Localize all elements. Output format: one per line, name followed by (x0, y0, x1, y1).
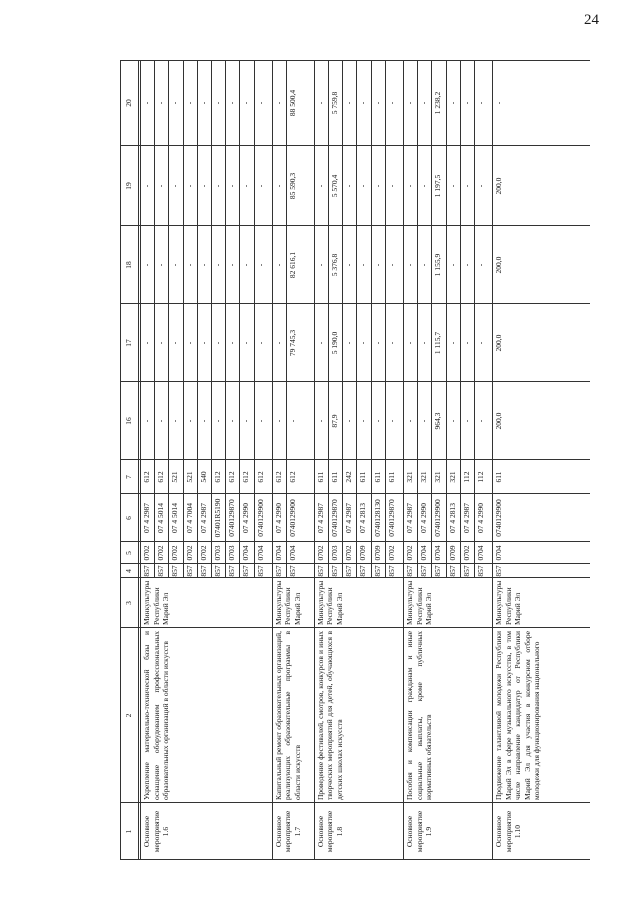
row-cell-c16: - (405, 419, 414, 423)
row-cell-c19: - (273, 184, 283, 188)
row-cell-c16: - (198, 419, 208, 423)
activity-description: Пособия и компенсации гражданам и иные социальные выплаты, кроме публичных нормативных обязательств (405, 631, 433, 800)
activity-description: Капитальный ремонт образовательных организаций, реализующих образовательные программы в области искусств (273, 631, 302, 800)
row-cell-csr: 0740129870 (330, 499, 339, 537)
row-cell-c17: - (386, 341, 396, 345)
row-cell-csr: 07 4 2813 (358, 503, 368, 533)
row-cell-vr: 612 (273, 471, 283, 483)
activity-executor: Минкультуры Республики Марий Эл (405, 580, 433, 625)
activity-description: Укрепление материально-технической базы и оснащение оборудованием профессиональных образовательных организаций в области искусств (142, 631, 170, 800)
row-cell-c16: 200,0 (494, 412, 504, 430)
row-cell-c20: - (156, 101, 166, 105)
row-separator (254, 60, 255, 578)
row-cell-c18: 200,0 (494, 256, 504, 274)
row-cell-c19: - (227, 184, 237, 188)
row-cell-csr: 07 4 2990 (241, 503, 251, 533)
row-cell-c19: - (405, 184, 414, 188)
row-cell-grbs: 857 (170, 565, 180, 577)
row-cell-c18: - (405, 263, 414, 267)
row-cell-grbs: 857 (213, 565, 222, 577)
header-cell: 5 (124, 551, 133, 555)
row-cell-vr: 611 (315, 471, 325, 483)
row-cell-c19: - (461, 184, 471, 188)
row-cell-grbs: 857 (241, 565, 251, 577)
row-cell-vr: 321 (419, 471, 429, 483)
column-divider (120, 627, 590, 628)
row-cell-grbs: 857 (288, 565, 297, 577)
page-number: 24 (584, 12, 599, 28)
row-cell-c20: - (405, 101, 414, 105)
row-cell-vr: 112 (461, 471, 471, 483)
row-cell-c20: - (494, 101, 504, 105)
row-separator (474, 60, 475, 578)
row-cell-c19: - (213, 184, 222, 188)
row-cell-c17: - (184, 341, 194, 345)
row-cell-c18: - (255, 263, 265, 267)
header-cell: 16 (124, 417, 133, 425)
row-cell-rz: 0704 (273, 545, 283, 561)
row-cell-rz: 0704 (255, 545, 265, 561)
row-cell-c20: - (273, 101, 283, 105)
row-cell-csr: 0740129900 (494, 499, 504, 537)
row-cell-c16: - (184, 419, 194, 423)
row-cell-c17: - (156, 341, 166, 345)
row-cell-c19: - (419, 184, 429, 188)
row-cell-grbs: 857 (476, 565, 485, 577)
row-cell-c17: - (358, 341, 368, 345)
row-cell-c18: - (170, 263, 180, 267)
row-cell-c16: - (170, 419, 180, 423)
header-cell: 20 (124, 99, 133, 107)
row-cell-c17: - (344, 341, 354, 345)
activity-executor: Минкультуры Республики Марий Эл (315, 580, 344, 625)
row-cell-grbs: 857 (372, 565, 382, 577)
row-cell-rz: 0702 (184, 545, 194, 561)
row-cell-c18: - (142, 263, 151, 267)
row-cell-vr: 521 (170, 471, 180, 483)
row-cell-c20: - (372, 101, 382, 105)
row-cell-c19: - (344, 184, 354, 188)
row-cell-vr: 321 (447, 471, 457, 483)
row-cell-csr: 07 4 2990 (476, 503, 485, 533)
row-cell-rz: 0709 (358, 545, 368, 561)
row-cell-c20: 88 500,4 (288, 89, 297, 117)
row-cell-c20: - (344, 101, 354, 105)
rotated-table-area (120, 60, 590, 860)
row-cell-c17: - (255, 341, 265, 345)
row-cell-c16: - (372, 419, 382, 423)
row-cell-c18: - (461, 263, 471, 267)
row-cell-c19: 85 590,3 (288, 172, 297, 200)
row-cell-c16: - (241, 419, 251, 423)
row-cell-c17: - (476, 341, 485, 345)
group-separator (314, 60, 315, 860)
row-cell-csr: 07 4 2990 (273, 503, 283, 533)
row-cell-c18: - (447, 263, 457, 267)
row-cell-grbs: 857 (419, 565, 429, 577)
row-cell-c19: 200,0 (494, 177, 504, 195)
row-cell-c18: - (227, 263, 237, 267)
row-cell-c20: - (476, 101, 485, 105)
row-cell-c17: - (241, 341, 251, 345)
row-cell-csr: 0740129870 (386, 499, 396, 537)
row-cell-csr: 0740128130 (372, 499, 382, 537)
activity-description: Продвижение талантливой молодежи Республики Марий Эл в сфере музыкального искусства, в том числе направление кандидатур от Республики Марий Эл для участия в конкурсном отборе молодежи для функционирования национального (494, 631, 542, 800)
row-cell-rz: 0702 (170, 545, 180, 561)
activity-executor: Минкультуры Республики Марий Эл (273, 580, 302, 625)
row-cell-c20: - (315, 101, 325, 105)
row-cell-c20: - (358, 101, 368, 105)
row-cell-vr: 321 (433, 471, 443, 483)
row-cell-c20: - (213, 101, 222, 105)
row-cell-c20: - (241, 101, 251, 105)
row-cell-c16: - (386, 419, 396, 423)
row-cell-c19: - (476, 184, 485, 188)
row-separator (183, 60, 184, 578)
row-cell-c16: - (156, 419, 166, 423)
row-cell-vr: 611 (494, 471, 504, 483)
row-cell-c20: 1 238,2 (433, 91, 443, 115)
group-separator (492, 60, 493, 860)
row-cell-c16: 87,9 (330, 414, 339, 428)
row-cell-c20: - (198, 101, 208, 105)
row-separator (197, 60, 198, 578)
row-cell-grbs: 857 (255, 565, 265, 577)
row-cell-grbs: 857 (358, 565, 368, 577)
row-cell-c19: - (170, 184, 180, 188)
header-cell: 2 (124, 713, 133, 718)
row-cell-c19: 5 570,4 (330, 174, 339, 198)
header-cell: 1 (124, 829, 133, 834)
column-divider (120, 859, 590, 860)
row-cell-grbs: 857 (315, 565, 325, 577)
row-cell-c18: - (372, 263, 382, 267)
row-cell-vr: 540 (198, 471, 208, 483)
row-cell-vr: 612 (142, 471, 151, 483)
column-divider (120, 802, 590, 803)
row-cell-csr: 0740129900 (255, 499, 265, 537)
row-cell-csr: 07 4 2987 (344, 503, 354, 533)
row-cell-c19: - (447, 184, 457, 188)
row-cell-csr: 07 4 5014 (170, 503, 180, 533)
row-cell-rz: 0703 (330, 545, 339, 561)
row-cell-c17: - (198, 341, 208, 345)
row-cell-rz: 0704 (476, 545, 485, 561)
row-cell-c17: 5 190,0 (330, 331, 339, 355)
row-cell-grbs: 857 (433, 565, 443, 577)
row-cell-rz: 0704 (241, 545, 251, 561)
activity-code: Основное мероприятие 1.7 (273, 810, 302, 853)
row-cell-c18: - (386, 263, 396, 267)
row-cell-c16: - (447, 419, 457, 423)
row-cell-grbs: 857 (494, 565, 504, 577)
row-cell-c19: - (184, 184, 194, 188)
row-cell-c18: - (273, 263, 283, 267)
row-separator (328, 60, 329, 578)
row-cell-c19: - (358, 184, 368, 188)
activity-code: Основное мероприятие 1.8 (315, 810, 344, 853)
row-cell-c20: - (227, 101, 237, 105)
row-cell-rz: 0703 (227, 545, 237, 561)
header-cell: 19 (124, 182, 133, 190)
row-cell-vr: 611 (386, 471, 396, 483)
row-cell-grbs: 857 (344, 565, 354, 577)
row-cell-rz: 0702 (405, 545, 414, 561)
row-cell-c18: - (358, 263, 368, 267)
row-separator (342, 60, 343, 578)
activity-executor: Минкультуры Республики Марий Эл (494, 580, 523, 625)
row-cell-c16: - (344, 419, 354, 423)
row-cell-c16: - (288, 419, 297, 423)
row-cell-csr: 07 4 2987 (142, 503, 151, 533)
row-cell-grbs: 857 (198, 565, 208, 577)
row-cell-c17: - (273, 341, 283, 345)
row-cell-c18: - (476, 263, 485, 267)
row-cell-c16: - (476, 419, 485, 423)
row-cell-c18: - (156, 263, 166, 267)
row-cell-grbs: 857 (184, 565, 194, 577)
row-cell-vr: 611 (372, 471, 382, 483)
row-separator (431, 60, 432, 578)
row-cell-c17: 79 745,3 (288, 329, 297, 357)
activity-code: Основное мероприятие 1.6 (142, 810, 170, 853)
row-cell-c18: 1 155,9 (433, 253, 443, 277)
row-cell-c19: - (142, 184, 151, 188)
group-separator (403, 60, 404, 860)
row-cell-csr: 0740129900 (433, 499, 443, 537)
row-cell-c19: - (241, 184, 251, 188)
row-cell-grbs: 857 (273, 565, 283, 577)
row-cell-c19: - (156, 184, 166, 188)
row-cell-csr: 07 4 2987 (405, 503, 414, 533)
row-cell-rz: 0702 (156, 545, 166, 561)
row-cell-c17: - (405, 341, 414, 345)
row-cell-c16: - (142, 419, 151, 423)
row-cell-c16: - (419, 419, 429, 423)
row-cell-vr: 611 (330, 471, 339, 483)
row-cell-vr: 612 (288, 471, 297, 483)
row-cell-c19: - (372, 184, 382, 188)
row-cell-c18: - (241, 263, 251, 267)
row-cell-c19: 1 197,5 (433, 174, 443, 198)
row-cell-grbs: 857 (227, 565, 237, 577)
row-cell-rz: 0702 (315, 545, 325, 561)
row-cell-c16: - (213, 419, 222, 423)
header-cell: 3 (124, 601, 133, 605)
row-cell-c16: - (255, 419, 265, 423)
row-cell-csr: 07 4 2987 (198, 503, 208, 533)
row-cell-c17: 200,0 (494, 334, 504, 352)
row-cell-csr: 07 4 5014 (156, 503, 166, 533)
row-cell-vr: 612 (156, 471, 166, 483)
activity-code: Основное мероприятие 1.9 (405, 810, 433, 853)
row-cell-c19: - (386, 184, 396, 188)
row-separator (286, 60, 287, 578)
row-cell-csr: 07 4 2987 (315, 503, 325, 533)
row-separator (460, 60, 461, 578)
row-cell-rz: 0704 (433, 545, 443, 561)
row-cell-c18: - (213, 263, 222, 267)
row-cell-c20: - (447, 101, 457, 105)
row-separator (225, 60, 226, 578)
row-cell-c16: 964,3 (433, 412, 443, 430)
row-cell-c20: - (170, 101, 180, 105)
row-cell-csr: 07 4 2813 (447, 503, 457, 533)
row-cell-c17: - (170, 341, 180, 345)
row-cell-grbs: 857 (142, 565, 151, 577)
row-cell-c16: - (461, 419, 471, 423)
row-cell-c17: - (372, 341, 382, 345)
row-separator (211, 60, 212, 578)
row-cell-csr: 0740129870 (227, 499, 237, 537)
row-cell-c20: - (419, 101, 429, 105)
row-cell-rz: 0702 (344, 545, 354, 561)
row-cell-c20: - (461, 101, 471, 105)
row-cell-grbs: 857 (447, 565, 457, 577)
row-cell-grbs: 857 (461, 565, 471, 577)
activity-description: Проведение фестивалей, смотров, конкурсов и иных творческих мероприятий для детей, обучающихся в детских школах искусств (315, 631, 344, 800)
row-cell-csr: 07 4 7004 (184, 503, 194, 533)
row-cell-c17: - (142, 341, 151, 345)
row-cell-c16: - (227, 419, 237, 423)
row-cell-c18: - (198, 263, 208, 267)
row-cell-vr: 321 (405, 471, 414, 483)
row-separator (356, 60, 357, 578)
row-cell-rz: 0702 (142, 545, 151, 561)
row-cell-c17: - (461, 341, 471, 345)
row-cell-rz: 0704 (419, 545, 429, 561)
row-cell-vr: 112 (476, 471, 485, 483)
row-cell-c17: - (227, 341, 237, 345)
row-cell-rz: 0703 (213, 545, 222, 561)
row-cell-c18: 5 376,8 (330, 253, 339, 277)
row-cell-c18: 82 616,1 (288, 251, 297, 279)
row-cell-c17: - (213, 341, 222, 345)
row-cell-csr: 07 4 2990 (419, 503, 429, 533)
header-cell: 18 (124, 261, 133, 269)
row-cell-rz: 0702 (198, 545, 208, 561)
budget-table (120, 60, 590, 860)
row-cell-c17: - (419, 341, 429, 345)
row-separator (385, 60, 386, 578)
row-cell-c16: - (315, 419, 325, 423)
row-cell-c18: - (184, 263, 194, 267)
row-cell-c16: - (358, 419, 368, 423)
row-separator (371, 60, 372, 578)
row-cell-c17: 1 115,7 (433, 331, 443, 355)
row-separator (239, 60, 240, 578)
row-cell-grbs: 857 (386, 565, 396, 577)
activity-code: Основное мероприятие 1.10 (494, 810, 523, 853)
group-separator (140, 60, 141, 860)
row-cell-c19: - (198, 184, 208, 188)
row-separator (446, 60, 447, 578)
header-cell: 17 (124, 339, 133, 347)
row-cell-grbs: 857 (405, 565, 414, 577)
row-cell-c17: - (315, 341, 325, 345)
row-cell-rz: 0704 (288, 545, 297, 561)
row-cell-c20: - (255, 101, 265, 105)
row-cell-vr: 242 (344, 471, 354, 483)
row-cell-rz: 0709 (447, 545, 457, 561)
row-cell-rz: 0702 (461, 545, 471, 561)
row-cell-grbs: 857 (156, 565, 166, 577)
row-cell-rz: 0709 (372, 545, 382, 561)
row-cell-c18: - (315, 263, 325, 267)
activity-executor: Минкультуры Республики Марий Эл (142, 580, 170, 625)
header-cell: 7 (124, 475, 133, 479)
row-cell-csr: 07 4 2987 (461, 503, 471, 533)
row-cell-c17: - (447, 341, 457, 345)
row-cell-c20: - (386, 101, 396, 105)
row-separator (417, 60, 418, 578)
row-cell-vr: 612 (213, 471, 222, 483)
row-cell-c18: - (344, 263, 354, 267)
row-cell-vr: 612 (241, 471, 251, 483)
row-cell-vr: 611 (358, 471, 368, 483)
row-cell-c16: - (273, 419, 283, 423)
row-cell-csr: 0740129900 (288, 499, 297, 537)
row-cell-c19: - (315, 184, 325, 188)
header-bottom-line (138, 60, 139, 860)
row-cell-rz: 0702 (386, 545, 396, 561)
row-cell-grbs: 857 (330, 565, 339, 577)
row-cell-c20: - (142, 101, 151, 105)
row-separator (154, 60, 155, 578)
row-cell-vr: 612 (227, 471, 237, 483)
row-separator (168, 60, 169, 578)
row-cell-vr: 612 (255, 471, 265, 483)
row-cell-csr: 07401R5190 (213, 498, 222, 538)
row-cell-c20: 5 759,8 (330, 91, 339, 115)
header-cell: 6 (124, 516, 133, 520)
row-cell-rz: 0704 (494, 545, 504, 561)
row-cell-c20: - (184, 101, 194, 105)
group-separator (272, 60, 273, 860)
row-cell-vr: 521 (184, 471, 194, 483)
row-cell-c18: - (419, 263, 429, 267)
header-cell: 4 (124, 569, 133, 573)
row-cell-c19: - (255, 184, 265, 188)
